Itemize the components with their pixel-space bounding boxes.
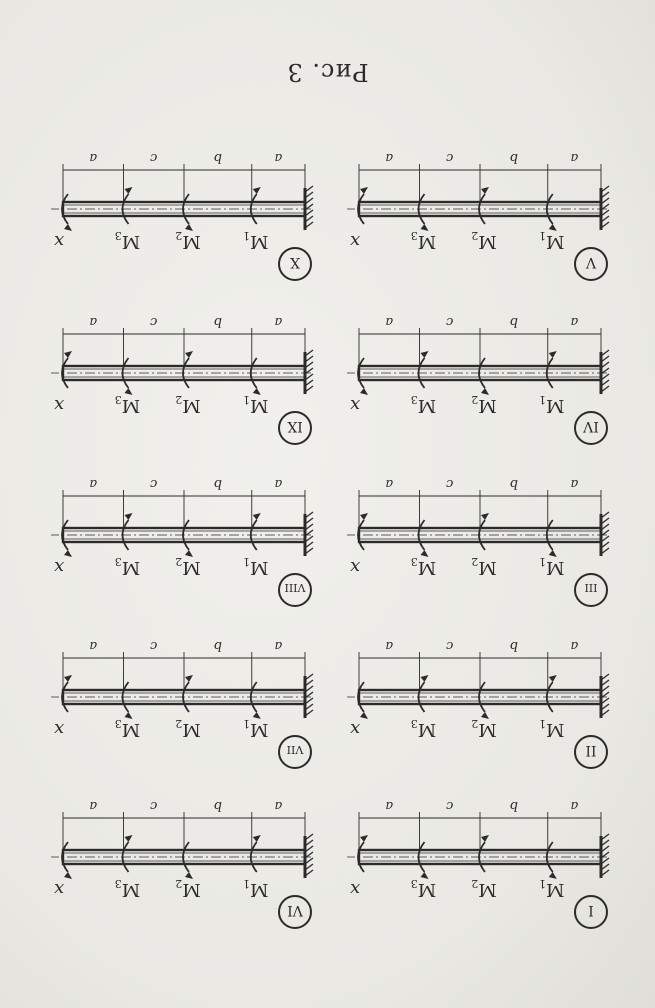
x-label: x bbox=[349, 557, 361, 578]
segment-label-a: a bbox=[385, 638, 394, 653]
torque-arrowhead bbox=[360, 388, 368, 395]
segment-label-a: a bbox=[89, 476, 98, 491]
scheme-viii bbox=[51, 476, 313, 606]
segment-label-a: a bbox=[385, 314, 394, 329]
torque-arrowhead bbox=[185, 675, 193, 682]
x-label: x bbox=[53, 557, 65, 578]
torque-arrowhead bbox=[185, 550, 193, 557]
segment-label-a: a bbox=[385, 150, 394, 165]
moment-label-m1: $M_1$ bbox=[243, 717, 269, 740]
scheme-numeral: IX bbox=[287, 418, 303, 434]
segment-label-c: c bbox=[150, 798, 158, 813]
segment-label-a: a bbox=[385, 476, 394, 491]
moment-label-m3: $M_3$ bbox=[410, 229, 437, 252]
torque-arrowhead bbox=[481, 388, 489, 395]
scheme-i bbox=[347, 798, 609, 928]
torque-arrowhead bbox=[549, 224, 557, 231]
segment-label-b: b bbox=[213, 638, 223, 653]
segment-label-a: a bbox=[274, 798, 283, 813]
torque-arrowhead bbox=[125, 712, 133, 719]
torque-arrowhead bbox=[185, 224, 193, 231]
segment-label-c: c bbox=[150, 638, 158, 653]
scheme-vi bbox=[51, 798, 313, 928]
segment-label-a: a bbox=[89, 638, 98, 653]
moment-label-m1: $M_1$ bbox=[243, 393, 269, 416]
scheme-ii bbox=[347, 638, 609, 768]
torque-arrowhead bbox=[64, 224, 72, 231]
moment-label-m1: $M_1$ bbox=[243, 555, 269, 578]
torque-arrowhead bbox=[253, 513, 261, 520]
segment-label-a: a bbox=[385, 798, 394, 813]
moment-label-m2: $M_2$ bbox=[471, 717, 497, 740]
moment-label-m3: $M_3$ bbox=[410, 717, 437, 740]
torque-arrowhead bbox=[481, 712, 489, 719]
torque-arrowhead bbox=[185, 872, 193, 879]
moment-label-m2: $M_2$ bbox=[471, 555, 497, 578]
torque-arrowhead bbox=[253, 712, 261, 719]
torque-arrowhead bbox=[64, 872, 72, 879]
torque-arrowhead bbox=[421, 224, 429, 231]
moment-label-m2: $M_2$ bbox=[175, 393, 201, 416]
torque-arrowhead bbox=[481, 835, 489, 842]
torque-arrowhead bbox=[360, 835, 368, 842]
torque-arrowhead bbox=[125, 835, 133, 842]
segment-label-a: a bbox=[89, 150, 98, 165]
moment-label-m3: $M_3$ bbox=[114, 229, 141, 252]
x-label: x bbox=[53, 395, 65, 416]
torque-arrowhead bbox=[421, 351, 429, 358]
segment-label-b: b bbox=[509, 638, 519, 653]
torque-arrowhead bbox=[64, 675, 72, 682]
torque-arrowhead bbox=[360, 513, 368, 520]
torque-arrowhead bbox=[360, 712, 368, 719]
torque-arrowhead bbox=[421, 872, 429, 879]
segment-label-c: c bbox=[446, 798, 454, 813]
torque-arrowhead bbox=[125, 187, 133, 194]
moment-label-m2: $M_2$ bbox=[175, 717, 201, 740]
moment-label-m2: $M_2$ bbox=[471, 229, 497, 252]
torque-arrowhead bbox=[481, 187, 489, 194]
moment-label-m1: $M_1$ bbox=[539, 555, 565, 578]
segment-label-a: a bbox=[570, 150, 579, 165]
scheme-v bbox=[347, 150, 609, 280]
scheme-numeral: X bbox=[290, 254, 300, 270]
segment-label-a: a bbox=[570, 638, 579, 653]
moment-label-m2: $M_2$ bbox=[175, 877, 201, 900]
moment-label-m2: $M_2$ bbox=[175, 229, 201, 252]
torque-arrowhead bbox=[549, 351, 557, 358]
segment-label-b: b bbox=[213, 476, 223, 491]
scheme-numeral: II bbox=[585, 742, 597, 758]
segment-label-c: c bbox=[446, 476, 454, 491]
torque-arrowhead bbox=[185, 351, 193, 358]
moment-label-m3: $M_3$ bbox=[114, 877, 141, 900]
torque-arrowhead bbox=[481, 513, 489, 520]
figure-caption: Рис. 3 bbox=[286, 58, 369, 86]
torque-arrowhead bbox=[253, 187, 261, 194]
torque-arrowhead bbox=[125, 388, 133, 395]
segment-label-a: a bbox=[274, 314, 283, 329]
torque-arrowhead bbox=[125, 513, 133, 520]
moment-label-m2: $M_2$ bbox=[471, 393, 497, 416]
scheme-iv bbox=[347, 314, 609, 444]
scheme-numeral: V bbox=[585, 254, 597, 270]
x-label: x bbox=[349, 395, 361, 416]
scheme-numeral: IV bbox=[583, 418, 599, 434]
segment-label-a: a bbox=[89, 798, 98, 813]
segment-label-b: b bbox=[509, 150, 519, 165]
scheme-ix bbox=[51, 314, 313, 444]
segment-label-a: a bbox=[570, 476, 579, 491]
segment-label-a: a bbox=[570, 314, 579, 329]
moment-label-m3: $M_3$ bbox=[410, 393, 437, 416]
x-label: x bbox=[53, 719, 65, 740]
moment-label-m1: $M_1$ bbox=[243, 229, 269, 252]
moment-label-m3: $M_3$ bbox=[114, 555, 141, 578]
scheme-iii bbox=[347, 476, 609, 606]
segment-label-a: a bbox=[89, 314, 98, 329]
segment-label-b: b bbox=[213, 798, 223, 813]
x-label: x bbox=[349, 719, 361, 740]
scheme-vii bbox=[51, 638, 313, 768]
segment-label-b: b bbox=[213, 150, 223, 165]
x-label: x bbox=[349, 879, 361, 900]
segment-label-c: c bbox=[150, 476, 158, 491]
scheme-numeral: VI bbox=[287, 902, 303, 918]
torque-arrowhead bbox=[549, 675, 557, 682]
segment-label-a: a bbox=[570, 798, 579, 813]
segment-label-c: c bbox=[150, 150, 158, 165]
segment-label-c: c bbox=[446, 638, 454, 653]
segment-label-b: b bbox=[509, 476, 519, 491]
moment-label-m3: $M_3$ bbox=[410, 877, 437, 900]
moment-label-m3: $M_3$ bbox=[410, 555, 437, 578]
torque-arrowhead bbox=[64, 351, 72, 358]
torque-arrowhead bbox=[549, 550, 557, 557]
moment-label-m2: $M_2$ bbox=[175, 555, 201, 578]
torque-arrowhead bbox=[253, 388, 261, 395]
scheme-numeral: VIII bbox=[284, 581, 306, 594]
segment-label-c: c bbox=[446, 150, 454, 165]
torque-arrowhead bbox=[421, 550, 429, 557]
segment-label-a: a bbox=[274, 638, 283, 653]
torque-arrowhead bbox=[64, 550, 72, 557]
moment-label-m3: $M_3$ bbox=[114, 717, 141, 740]
x-label: x bbox=[349, 231, 361, 252]
moment-label-m1: $M_1$ bbox=[539, 717, 565, 740]
moment-label-m1: $M_1$ bbox=[539, 229, 565, 252]
segment-label-a: a bbox=[274, 476, 283, 491]
moment-label-m2: $M_2$ bbox=[471, 877, 497, 900]
torque-arrowhead bbox=[421, 675, 429, 682]
segment-label-b: b bbox=[509, 314, 519, 329]
x-label: x bbox=[53, 231, 65, 252]
moment-label-m1: $M_1$ bbox=[243, 877, 269, 900]
scheme-numeral: III bbox=[584, 581, 598, 594]
segment-label-b: b bbox=[509, 798, 519, 813]
scheme-numeral: VII bbox=[286, 743, 304, 756]
scheme-numeral: I bbox=[588, 902, 594, 918]
moment-label-m1: $M_1$ bbox=[539, 877, 565, 900]
moment-label-m1: $M_1$ bbox=[539, 393, 565, 416]
scheme-x bbox=[51, 150, 313, 280]
segment-label-a: a bbox=[274, 150, 283, 165]
torque-arrowhead bbox=[549, 872, 557, 879]
segment-label-c: c bbox=[150, 314, 158, 329]
moment-label-m3: $M_3$ bbox=[114, 393, 141, 416]
x-label: x bbox=[53, 879, 65, 900]
segment-label-b: b bbox=[213, 314, 223, 329]
segment-label-c: c bbox=[446, 314, 454, 329]
torque-arrowhead bbox=[253, 835, 261, 842]
torque-arrowhead bbox=[360, 187, 368, 194]
